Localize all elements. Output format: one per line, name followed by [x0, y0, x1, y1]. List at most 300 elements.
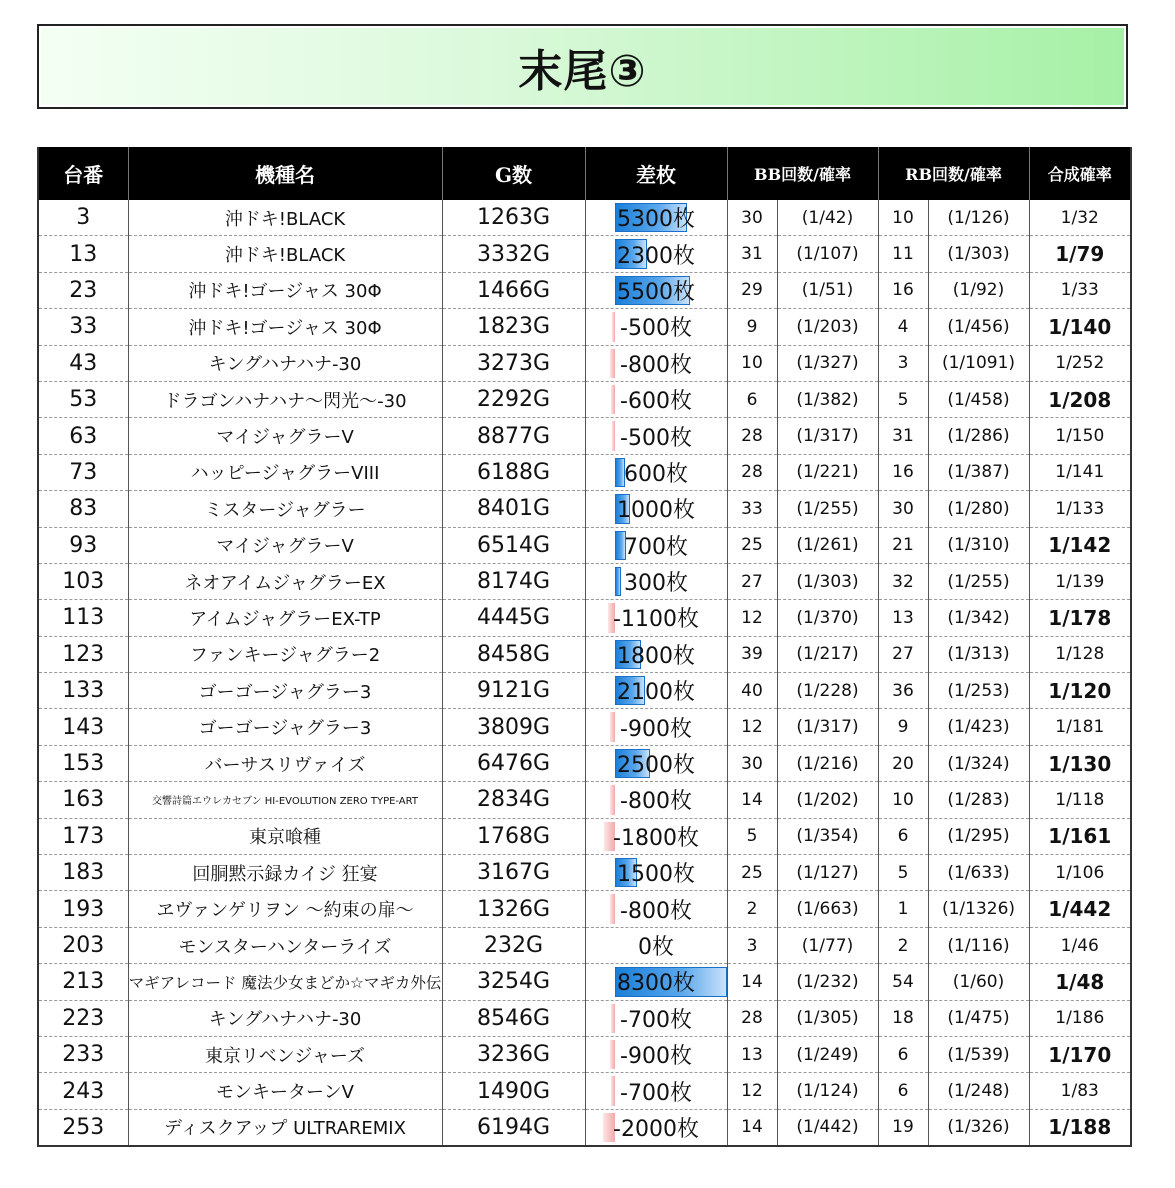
machine-name: モンスターハンターライズ [128, 927, 442, 963]
header-total: 合成確率 [1029, 147, 1131, 200]
rb-probability: (1/342) [928, 600, 1029, 636]
coin-difference [585, 1036, 727, 1072]
coin-difference [585, 1073, 727, 1109]
combined-probability: 1/48 [1029, 964, 1131, 1000]
bb-count: 5 [727, 818, 777, 854]
coin-difference-text: -800枚 [620, 898, 692, 924]
table-row [38, 527, 1131, 563]
rb-count: 16 [878, 454, 928, 490]
header-rb: RB回数/確率 [878, 147, 1029, 200]
rb-count: 11 [878, 236, 928, 272]
game-count: 232G [442, 927, 585, 963]
machine-number: 63 [38, 418, 128, 454]
machine-name: 沖ドキ!ゴージャス 30Φ [128, 272, 442, 308]
header-games: G数 [442, 147, 585, 200]
negative-diff-bar [610, 1040, 615, 1069]
rb-count: 6 [878, 1036, 928, 1072]
rb-probability: (1/324) [928, 745, 1029, 781]
rb-probability: (1/255) [928, 563, 1029, 599]
rb-count: 31 [878, 418, 928, 454]
table-row [38, 272, 1131, 308]
table-row [38, 709, 1131, 745]
combined-probability: 1/33 [1029, 272, 1131, 308]
combined-probability: 1/120 [1029, 673, 1131, 709]
combined-probability: 1/128 [1029, 636, 1131, 672]
machine-name: ゴーゴージャグラー3 [128, 709, 442, 745]
machine-number: 3 [38, 200, 128, 236]
rb-count: 10 [878, 782, 928, 818]
combined-probability: 1/106 [1029, 855, 1131, 891]
game-count: 6476G [442, 745, 585, 781]
machine-number: 133 [38, 673, 128, 709]
table-row [38, 1036, 1131, 1072]
coin-difference [585, 418, 727, 454]
coin-difference [585, 381, 727, 417]
game-count: 6514G [442, 527, 585, 563]
machine-number: 33 [38, 309, 128, 345]
bb-count: 9 [727, 309, 777, 345]
coin-difference-text: 700枚 [624, 534, 688, 560]
bb-probability: (1/305) [777, 1000, 878, 1036]
bb-count: 14 [727, 782, 777, 818]
rb-probability: (1/475) [928, 1000, 1029, 1036]
rb-probability: (1/303) [928, 236, 1029, 272]
negative-diff-bar [610, 785, 615, 814]
coin-difference-text: 8300枚 [617, 971, 695, 997]
bb-probability: (1/221) [777, 454, 878, 490]
rb-probability: (1/458) [928, 381, 1029, 417]
combined-probability: 1/133 [1029, 491, 1131, 527]
rb-probability: (1/116) [928, 927, 1029, 963]
rb-count: 5 [878, 855, 928, 891]
coin-difference-text: 1800枚 [617, 643, 695, 669]
coin-difference-text: -500枚 [620, 316, 692, 342]
coin-difference-text: -900枚 [620, 716, 692, 742]
table-row [38, 1073, 1131, 1109]
coin-difference-text: 5300枚 [617, 207, 695, 233]
machine-number: 153 [38, 745, 128, 781]
bb-count: 12 [727, 1073, 777, 1109]
combined-probability: 1/83 [1029, 1073, 1131, 1109]
rb-count: 1 [878, 891, 928, 927]
rb-probability: (1/313) [928, 636, 1029, 672]
rb-probability: (1/633) [928, 855, 1029, 891]
rb-count: 54 [878, 964, 928, 1000]
table-row [38, 600, 1131, 636]
rb-count: 2 [878, 927, 928, 963]
combined-probability: 1/150 [1029, 418, 1131, 454]
table-row [38, 418, 1131, 454]
negative-diff-bar [612, 312, 615, 341]
coin-difference-text: -1800枚 [613, 825, 699, 851]
coin-difference-text: -800枚 [620, 352, 692, 378]
rb-count: 5 [878, 381, 928, 417]
combined-probability: 1/252 [1029, 345, 1131, 381]
game-count: 6194G [442, 1109, 585, 1146]
header-name: 機種名 [128, 147, 442, 200]
table-row [38, 1109, 1131, 1146]
table-row [38, 200, 1131, 236]
combined-probability: 1/208 [1029, 381, 1131, 417]
coin-difference-text: 2500枚 [617, 753, 695, 779]
table-row [38, 636, 1131, 672]
rb-count: 30 [878, 491, 928, 527]
machine-number: 23 [38, 272, 128, 308]
coin-difference [585, 527, 727, 563]
bb-probability: (1/327) [777, 345, 878, 381]
coin-difference-text: 600枚 [624, 461, 688, 487]
game-count: 6188G [442, 454, 585, 490]
bb-count: 3 [727, 927, 777, 963]
coin-difference-text: 1500枚 [617, 862, 695, 888]
bb-count: 25 [727, 527, 777, 563]
coin-difference [585, 200, 727, 236]
machine-number: 193 [38, 891, 128, 927]
machine-name: モンキーターンV [128, 1073, 442, 1109]
rb-probability: (1/456) [928, 309, 1029, 345]
bb-count: 12 [727, 600, 777, 636]
combined-probability: 1/170 [1029, 1036, 1131, 1072]
bb-count: 14 [727, 1109, 777, 1146]
game-count: 3809G [442, 709, 585, 745]
bb-count: 40 [727, 673, 777, 709]
rb-count: 6 [878, 1073, 928, 1109]
combined-probability: 1/141 [1029, 454, 1131, 490]
machine-name: 沖ドキ!BLACK [128, 200, 442, 236]
bb-count: 28 [727, 418, 777, 454]
bb-probability: (1/261) [777, 527, 878, 563]
table-row [38, 927, 1131, 963]
bb-probability: (1/107) [777, 236, 878, 272]
machine-number: 93 [38, 527, 128, 563]
bb-probability: (1/216) [777, 745, 878, 781]
rb-probability: (1/423) [928, 709, 1029, 745]
machine-number: 243 [38, 1073, 128, 1109]
rb-probability: (1/326) [928, 1109, 1029, 1146]
machine-number: 13 [38, 236, 128, 272]
bb-probability: (1/382) [777, 381, 878, 417]
machine-number: 233 [38, 1036, 128, 1072]
game-count: 8401G [442, 491, 585, 527]
table-row [38, 381, 1131, 417]
game-count: 8458G [442, 636, 585, 672]
table-row [38, 454, 1131, 490]
rb-count: 36 [878, 673, 928, 709]
header-num: 台番 [38, 147, 128, 200]
game-count: 8174G [442, 563, 585, 599]
bb-count: 29 [727, 272, 777, 308]
bb-probability: (1/77) [777, 927, 878, 963]
coin-difference [585, 309, 727, 345]
machine-number: 173 [38, 818, 128, 854]
rb-probability: (1/280) [928, 491, 1029, 527]
coin-difference [585, 491, 727, 527]
machine-number: 73 [38, 454, 128, 490]
combined-probability: 1/142 [1029, 527, 1131, 563]
rb-count: 3 [878, 345, 928, 381]
coin-difference [585, 709, 727, 745]
machine-name: キングハナハナ-30 [128, 1000, 442, 1036]
machine-name: ドラゴンハナハナ～閃光～-30 [128, 381, 442, 417]
negative-diff-bar [611, 1004, 615, 1033]
rb-probability: (1/387) [928, 454, 1029, 490]
bb-count: 33 [727, 491, 777, 527]
table-header-row [38, 147, 1131, 200]
bb-probability: (1/442) [777, 1109, 878, 1146]
header-diff: 差枚 [585, 147, 727, 200]
machine-number: 143 [38, 709, 128, 745]
bb-count: 25 [727, 855, 777, 891]
rb-probability: (1/1091) [928, 345, 1029, 381]
rb-probability: (1/92) [928, 272, 1029, 308]
machine-name: 交響詩篇エウレカセブン HI-EVOLUTION ZERO TYPE-ART [128, 782, 442, 818]
combined-probability: 1/79 [1029, 236, 1131, 272]
rb-probability: (1/248) [928, 1073, 1029, 1109]
bb-count: 12 [727, 709, 777, 745]
coin-difference [585, 636, 727, 672]
coin-difference-text: -800枚 [620, 789, 692, 815]
rb-probability: (1/310) [928, 527, 1029, 563]
rb-count: 10 [878, 200, 928, 236]
table-row [38, 782, 1131, 818]
game-count: 3273G [442, 345, 585, 381]
combined-probability: 1/181 [1029, 709, 1131, 745]
bb-count: 28 [727, 1000, 777, 1036]
coin-difference [585, 1109, 727, 1146]
machine-number: 113 [38, 600, 128, 636]
coin-difference [585, 673, 727, 709]
machine-number: 163 [38, 782, 128, 818]
machine-number: 123 [38, 636, 128, 672]
game-count: 1490G [442, 1073, 585, 1109]
rb-probability: (1/60) [928, 964, 1029, 1000]
coin-difference [585, 782, 727, 818]
game-count: 4445G [442, 600, 585, 636]
coin-difference-text: -2000枚 [613, 1116, 699, 1142]
table-row [38, 1000, 1131, 1036]
positive-diff-bar [615, 458, 625, 487]
positive-diff-bar [615, 567, 621, 596]
combined-probability: 1/178 [1029, 600, 1131, 636]
bb-probability: (1/124) [777, 1073, 878, 1109]
machine-name: ファンキージャグラー2 [128, 636, 442, 672]
machine-name: ヱヴァンゲリヲン ～約束の扉～ [128, 891, 442, 927]
machine-name: ミスタージャグラー [128, 491, 442, 527]
machine-number: 103 [38, 563, 128, 599]
negative-diff-bar [612, 421, 615, 450]
game-count: 9121G [442, 673, 585, 709]
machine-number: 43 [38, 345, 128, 381]
bb-probability: (1/354) [777, 818, 878, 854]
coin-difference [585, 345, 727, 381]
coin-difference-text: -500枚 [620, 425, 692, 451]
machine-name: マギアレコード 魔法少女まどか☆マギカ外伝 [128, 964, 442, 1000]
game-count: 1823G [442, 309, 585, 345]
negative-diff-bar [610, 349, 615, 378]
machine-number: 253 [38, 1109, 128, 1146]
combined-probability: 1/139 [1029, 563, 1131, 599]
coin-difference-text: -600枚 [620, 389, 692, 415]
game-count: 1466G [442, 272, 585, 308]
table-row [38, 345, 1131, 381]
machine-name: マイジャグラーV [128, 527, 442, 563]
coin-difference [585, 272, 727, 308]
coin-difference-text: 1000枚 [617, 498, 695, 524]
machine-number: 83 [38, 491, 128, 527]
combined-probability: 1/161 [1029, 818, 1131, 854]
combined-probability: 1/186 [1029, 1000, 1131, 1036]
table-row [38, 491, 1131, 527]
combined-probability: 1/442 [1029, 891, 1131, 927]
rb-count: 4 [878, 309, 928, 345]
bb-probability: (1/127) [777, 855, 878, 891]
coin-difference [585, 600, 727, 636]
coin-difference [585, 454, 727, 490]
table-row [38, 563, 1131, 599]
coin-difference [585, 818, 727, 854]
machine-name: ネオアイムジャグラーEX [128, 563, 442, 599]
game-count: 1768G [442, 818, 585, 854]
machine-number: 213 [38, 964, 128, 1000]
negative-diff-bar [610, 894, 615, 923]
coin-difference-text: -1100枚 [613, 607, 699, 633]
bb-probability: (1/317) [777, 709, 878, 745]
coin-difference-text: 5500枚 [617, 279, 695, 305]
coin-difference [585, 927, 727, 963]
page-title-box [37, 24, 1128, 109]
bb-count: 2 [727, 891, 777, 927]
coin-difference-text: 2300枚 [617, 243, 695, 269]
coin-difference [585, 745, 727, 781]
machine-name: ハッピージャグラーVIII [128, 454, 442, 490]
machine-number: 183 [38, 855, 128, 891]
machine-number: 53 [38, 381, 128, 417]
rb-probability: (1/283) [928, 782, 1029, 818]
game-count: 2834G [442, 782, 585, 818]
machine-name: キングハナハナ-30 [128, 345, 442, 381]
coin-difference-text: 0枚 [638, 935, 674, 960]
header-bb: BB回数/確率 [727, 147, 878, 200]
negative-diff-bar [611, 385, 615, 414]
game-count: 8546G [442, 1000, 585, 1036]
coin-difference [585, 964, 727, 1000]
rb-count: 18 [878, 1000, 928, 1036]
bb-count: 14 [727, 964, 777, 1000]
machine-name: 沖ドキ!ゴージャス 30Φ [128, 309, 442, 345]
game-count: 1326G [442, 891, 585, 927]
table-row [38, 309, 1131, 345]
bb-count: 28 [727, 454, 777, 490]
bb-probability: (1/42) [777, 200, 878, 236]
rb-count: 21 [878, 527, 928, 563]
game-count: 1263G [442, 200, 585, 236]
machine-number: 223 [38, 1000, 128, 1036]
machine-data-table [37, 147, 1132, 1147]
game-count: 8877G [442, 418, 585, 454]
table-row [38, 818, 1131, 854]
game-count: 3167G [442, 855, 585, 891]
combined-probability: 1/46 [1029, 927, 1131, 963]
bb-count: 27 [727, 563, 777, 599]
machine-name: バーサスリヴァイズ [128, 745, 442, 781]
machine-name: 沖ドキ!BLACK [128, 236, 442, 272]
coin-difference [585, 563, 727, 599]
bb-probability: (1/202) [777, 782, 878, 818]
coin-difference [585, 891, 727, 927]
bb-probability: (1/51) [777, 272, 878, 308]
combined-probability: 1/188 [1029, 1109, 1131, 1146]
coin-difference [585, 236, 727, 272]
rb-count: 19 [878, 1109, 928, 1146]
rb-count: 13 [878, 600, 928, 636]
table-row [38, 745, 1131, 781]
coin-difference-text: -700枚 [620, 1080, 692, 1106]
coin-difference-text: -900枚 [620, 1044, 692, 1070]
rb-probability: (1/253) [928, 673, 1029, 709]
machine-name: アイムジャグラーEX-TP [128, 600, 442, 636]
table-row [38, 964, 1131, 1000]
bb-count: 13 [727, 1036, 777, 1072]
machine-name: 東京リベンジャーズ [128, 1036, 442, 1072]
rb-count: 9 [878, 709, 928, 745]
bb-probability: (1/255) [777, 491, 878, 527]
rb-count: 20 [878, 745, 928, 781]
table-row [38, 673, 1131, 709]
machine-name: マイジャグラーV [128, 418, 442, 454]
game-count: 3236G [442, 1036, 585, 1072]
rb-count: 6 [878, 818, 928, 854]
game-count: 3254G [442, 964, 585, 1000]
table-row [38, 855, 1131, 891]
coin-difference-text: 300枚 [624, 571, 688, 597]
bb-probability: (1/232) [777, 964, 878, 1000]
rb-probability: (1/295) [928, 818, 1029, 854]
bb-probability: (1/663) [777, 891, 878, 927]
bb-probability: (1/249) [777, 1036, 878, 1072]
bb-count: 10 [727, 345, 777, 381]
machine-name: ディスクアップ ULTRAREMIX [128, 1109, 442, 1146]
table-body [38, 200, 1131, 1146]
combined-probability: 1/32 [1029, 200, 1131, 236]
machine-name: 東京喰種 [128, 818, 442, 854]
negative-diff-bar [611, 1076, 615, 1105]
rb-count: 27 [878, 636, 928, 672]
bb-count: 30 [727, 200, 777, 236]
bb-probability: (1/370) [777, 600, 878, 636]
rb-probability: (1/1326) [928, 891, 1029, 927]
bb-count: 39 [727, 636, 777, 672]
machine-number: 203 [38, 927, 128, 963]
bb-count: 30 [727, 745, 777, 781]
rb-count: 16 [878, 272, 928, 308]
bb-count: 31 [727, 236, 777, 272]
bb-probability: (1/203) [777, 309, 878, 345]
bb-probability: (1/317) [777, 418, 878, 454]
bb-probability: (1/217) [777, 636, 878, 672]
table-row [38, 236, 1131, 272]
bb-count: 6 [727, 381, 777, 417]
coin-difference [585, 1000, 727, 1036]
rb-probability: (1/286) [928, 418, 1029, 454]
combined-probability: 1/118 [1029, 782, 1131, 818]
rb-count: 32 [878, 563, 928, 599]
rb-probability: (1/539) [928, 1036, 1029, 1072]
bb-probability: (1/303) [777, 563, 878, 599]
game-count: 3332G [442, 236, 585, 272]
coin-difference-text: 2100枚 [617, 680, 695, 706]
game-count: 2292G [442, 381, 585, 417]
page-title: 末尾③ [518, 45, 647, 97]
